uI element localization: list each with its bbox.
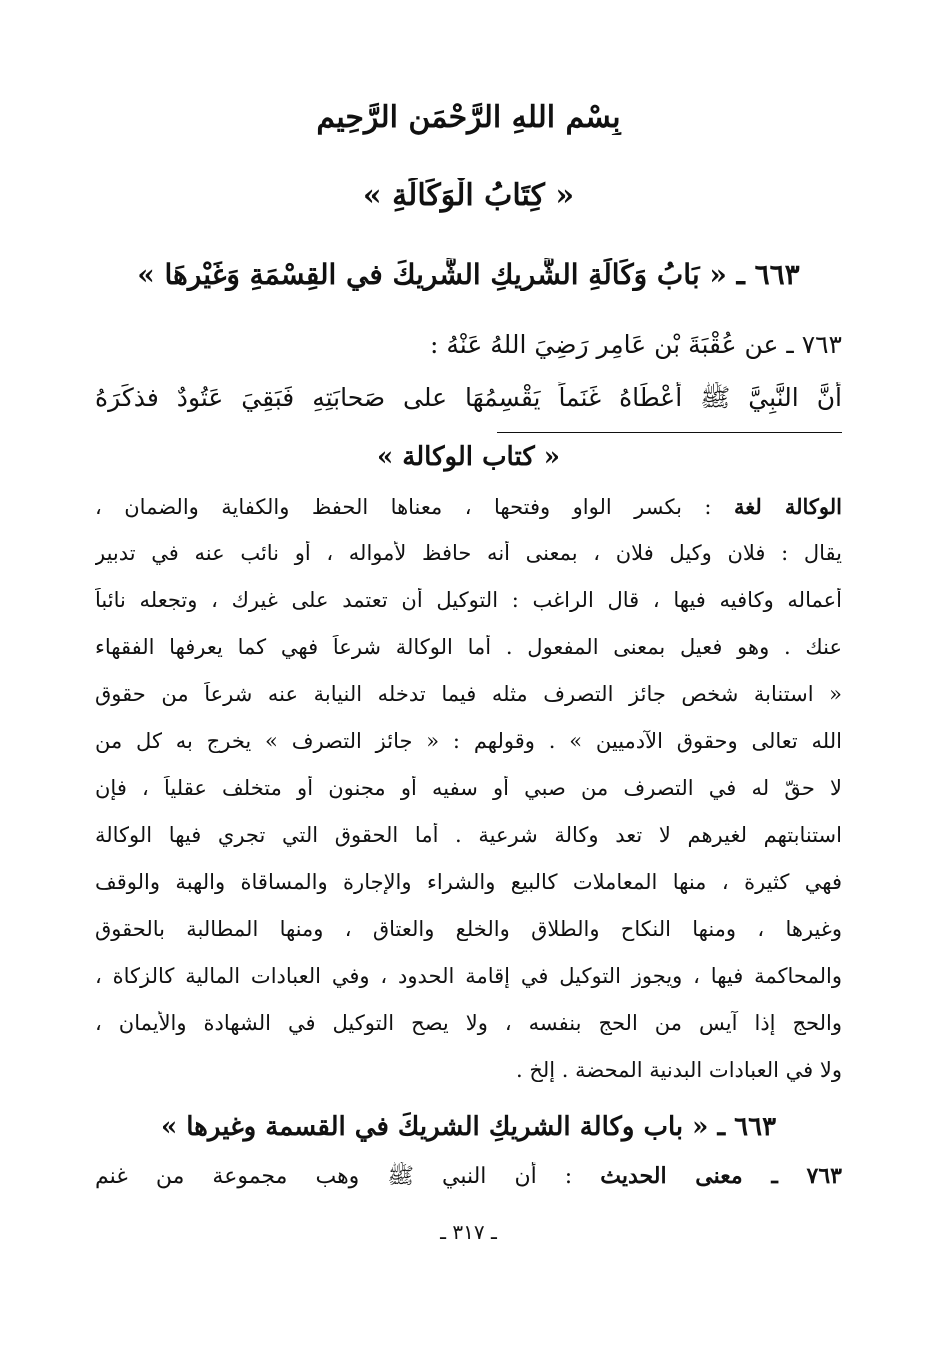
commentary-line: يقال : فلان وكيل فلان ، بمعنى أنه حافظ لأمواله ، أو نائب عنه في تدبير [95, 541, 842, 565]
commentary-line: أعماله وكافيه فيها ، قال الراغب : التوكيل أن تعتمد على غيرك ، وتجعله نائباً [95, 588, 842, 612]
page-number: ـ ٣١٧ ـ [440, 1220, 497, 1244]
commentary-line: عنك . وهو فعيل بمعنى المفعول . أما الوكالة شرعاً فهي كما يعرفها الفقهاء [95, 635, 842, 659]
basmala-heading: بِسْمِ اللهِ الرَّحْمَنِ الرَّحِيمِ [316, 100, 621, 135]
hadith-text-line: أَنَّ النَّبِيَّ ﷺ أَعْطَاهُ غَنَماً يَقْسِمُهَا على صَحابَتِهِ فَبَقِيَ عَتُودٌ فذكَرَهُ [95, 383, 842, 412]
commentary-line [95, 494, 842, 519]
commentary-line: فهي كثيرة ، منها المعاملات كالبيع والشراء والإجارة والمساقاة والهبة والوقف [95, 870, 842, 894]
commentary-chapter-title: ٦٦٣ ـ « باب وكالة الشريكِ الشريكَ في القسمة وغيرها » [160, 1112, 777, 1142]
hadith-meaning-text: : أن النبي ﷺ وهب مجموعة من غنم [95, 1164, 601, 1189]
commentary-line: استنابتهم لغيرهم لا تعد وكالة شرعية . أما الحقوق التي تجري فيها الوكالة [95, 823, 842, 847]
commentary-line: الله تعالى وحقوق الآدميين » . وقولهم : « جائز التصرف » يخرج به كل من [95, 729, 842, 753]
book-title: « كِتَابُ الْوَكَالَةِ » [362, 178, 575, 213]
hadith-meaning-label: ٧٦٣ ـ معنى الحديث [600, 1163, 842, 1189]
commentary-line: وغيرها ، ومنها النكاح والطلاق والخلع والعتاق ، ومنها المطالبة بالحقوق [95, 917, 842, 941]
footnote-separator-rule [497, 432, 842, 433]
commentary-line: « استنابة شخص جائز التصرف مثله فيما تدخله النيابة عنه شرعاً من حقوق [95, 682, 842, 706]
commentary-title: « كتاب الوكالة » [376, 442, 560, 472]
commentary-line: ولا في العبادات البدنية المحضة . إلخ . [515, 1058, 842, 1082]
commentary-line: والمحاكمة فيها ، ويجوز التوكيل في إقامة الحدود ، وفي العبادات المالية كالزكاة ، [95, 964, 842, 988]
hadith-meaning-line [95, 1162, 842, 1194]
hadith-narrator-line: ٧٦٣ ـ عن عُقْبَةَ بْنِ عَامِرٍ رَضِيَ اللهُ عَنْهُ : [430, 330, 842, 359]
commentary-line: والحج إذا آيس من الحج بنفسه ، ولا يصح التوكيل في الشهادة والأيمان ، [95, 1011, 842, 1035]
commentary-line: لا حقّ له في التصرف من صبي أو سفيه أو مجنون أو متخلف عقلياً ، فإن [95, 776, 842, 800]
definition-term: الوكالة لغة [733, 494, 842, 519]
chapter-title: ٦٦٣ ـ « بَابُ وَكَالَةِ الشَّرِيكِ الشَّرِيكَ في القِسْمَةِ وَغَيْرِهَا » [137, 258, 800, 291]
commentary-line-text: : بكسر الواو وفتحها ، معناها الحفظ والكفاية والضمان ، [95, 495, 734, 519]
